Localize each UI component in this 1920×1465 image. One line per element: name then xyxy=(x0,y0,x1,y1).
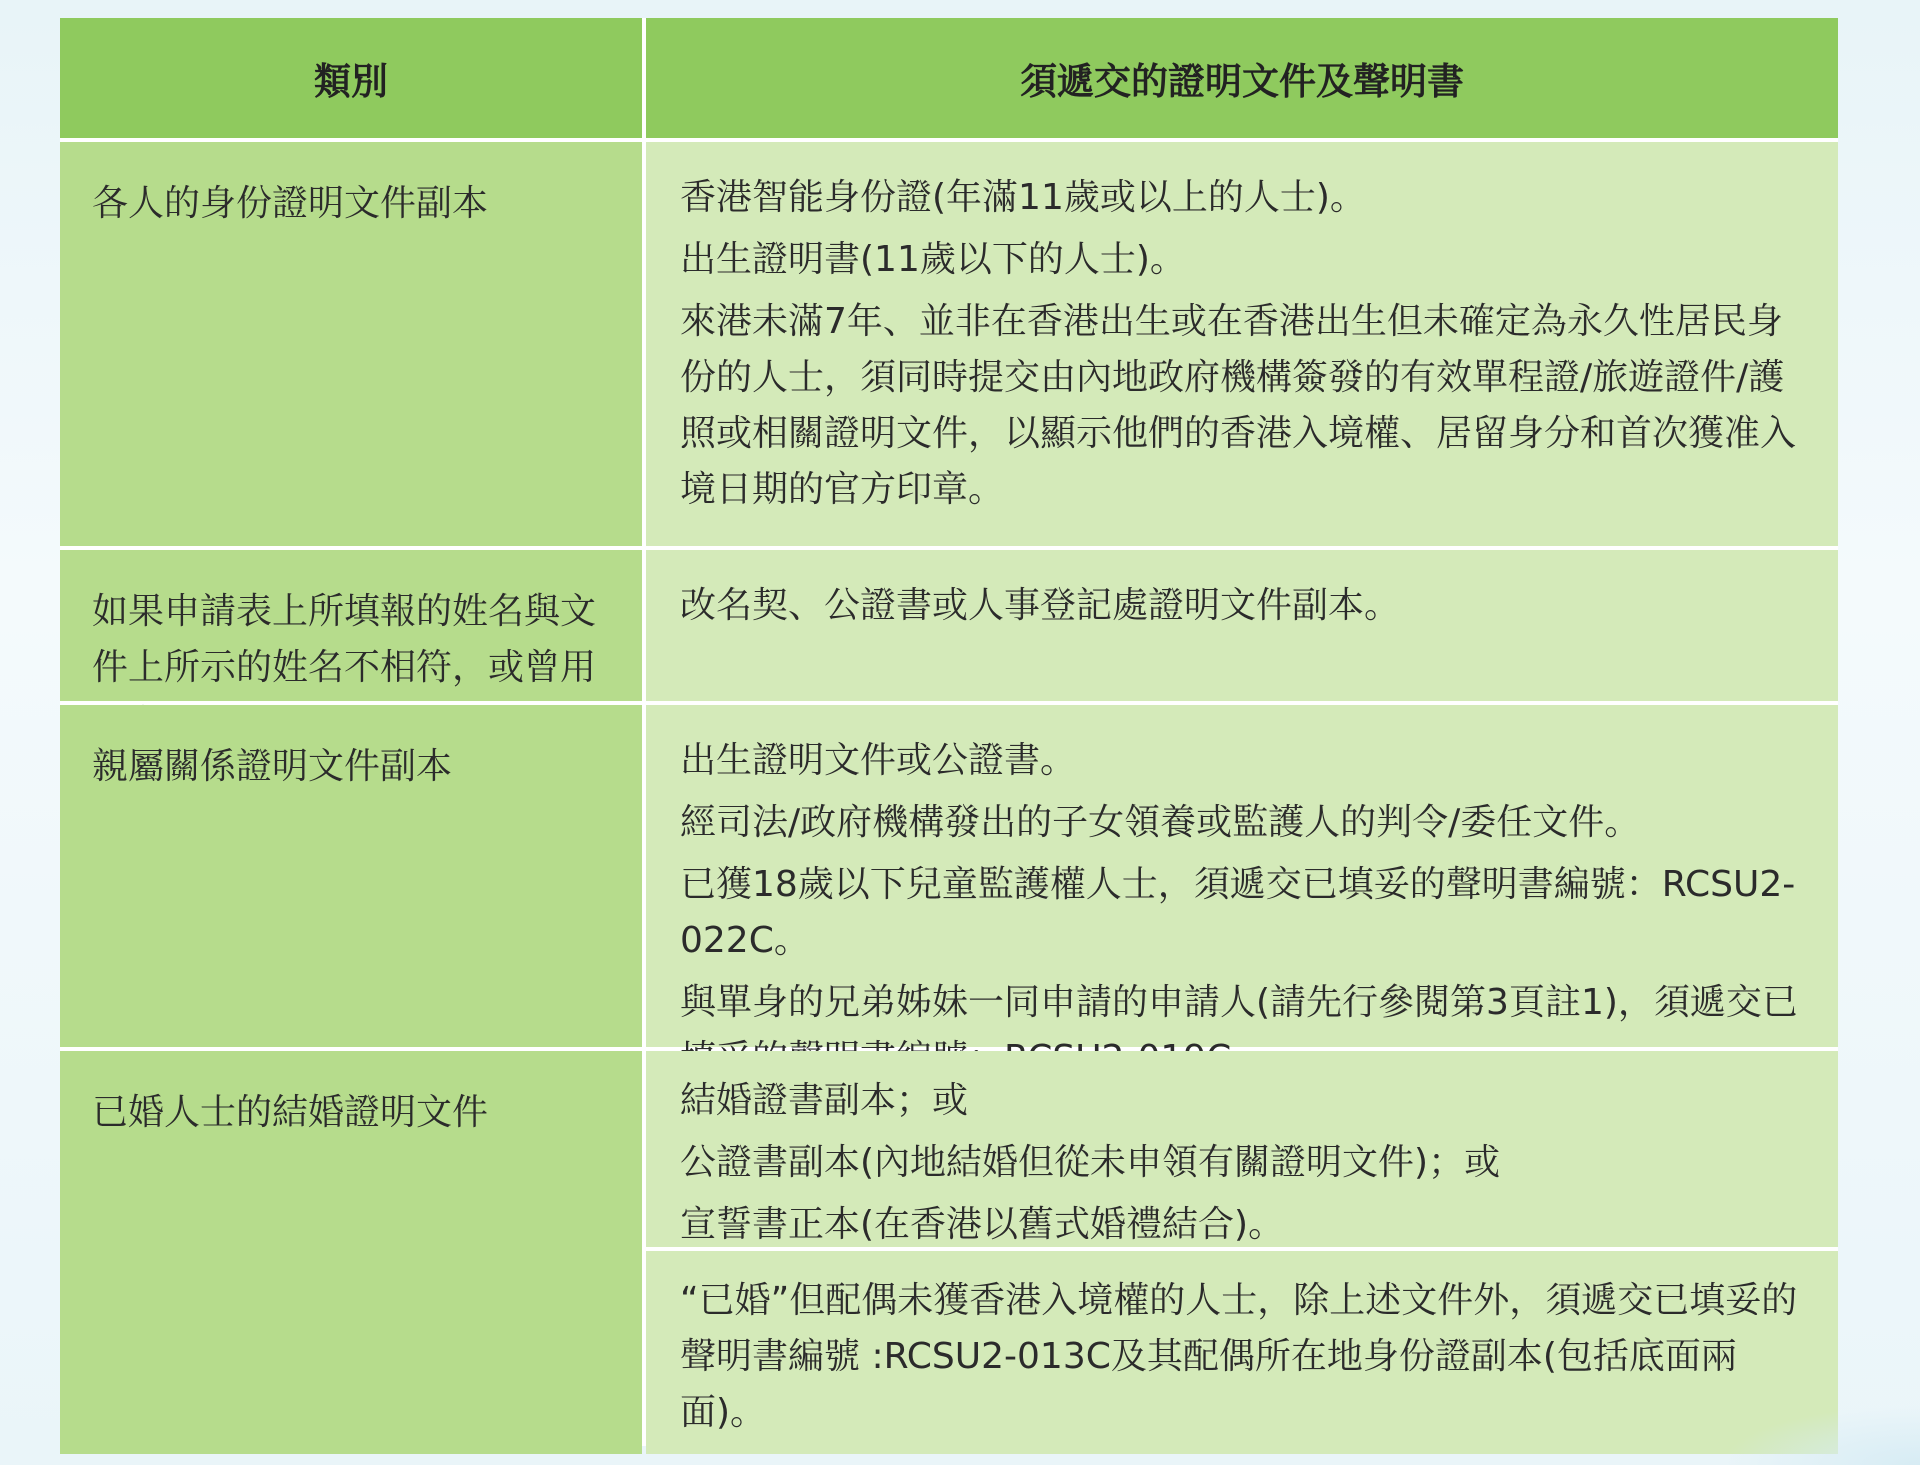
row-relationship-documents xyxy=(646,705,1838,1047)
document-item: 經司法/政府機構發出的子女領養或監護人的判令/委任文件。 xyxy=(680,802,1641,843)
document-item: 宣誓書正本(在香港以舊式婚禮結合)。 xyxy=(680,1204,1285,1245)
row-relationship-category: 親屬關係證明文件副本 xyxy=(60,705,642,1047)
document-item: 來港未滿7年、並非在香港出生或在香港出生但未確定為永久性居民身份的人士，須同時提交由內地政府機構簽發的有效單程證/旅遊證件/護照或相關證明文件，以顯示他們的香港入境權、居留身分和首次獲准入境日期的官方印章。 xyxy=(680,301,1797,510)
row-identity-documents xyxy=(646,142,1838,546)
row-identity-category: 各人的身份證明文件副本 xyxy=(60,142,642,546)
row-marriage-category: 已婚人士的結婚證明文件 xyxy=(60,1051,642,1454)
document-item: 出生證明文件或公證書。 xyxy=(680,740,1077,781)
document-item: 香港智能身份證(年滿11歲或以上的人士)。 xyxy=(680,177,1366,218)
document-item: 出生證明書(11歲以下的人士)。 xyxy=(680,239,1186,280)
row-name-mismatch-documents xyxy=(646,550,1838,701)
row-marriage-documents xyxy=(646,1051,1838,1454)
row-name-mismatch-category: 如果申請表上所填報的姓名與文件上所示的姓名不相符，或曾用 xyxy=(60,550,642,701)
document-item: 已獲18歲以下兒童監護權人士，須遞交已填妥的聲明書編號：RCSU2-022C。 xyxy=(680,864,1796,961)
marriage-documents-part-a xyxy=(646,1051,1838,1247)
header-documents: 須遞交的證明文件及聲明書 xyxy=(646,18,1838,138)
marriage-documents-part-b xyxy=(646,1251,1838,1454)
document-item: “已婚”但配偶未獲香港入境權的人士，除上述文件外，須遞交已填妥的聲明書編號 :RCSU2-013C及其配偶所在地身份證副本(包括底面兩面)。 xyxy=(680,1280,1798,1433)
requirements-table xyxy=(60,18,1838,1446)
decorative-glow xyxy=(1720,1405,1920,1465)
document-item: 結婚證書副本；或 xyxy=(680,1080,969,1121)
document-item: 改名契、公證書或人事登記處證明文件副本。 xyxy=(680,585,1401,626)
document-item: 與單身的兄弟姊妹一同申請的申請人(請先行參閱第3頁註1)，須遞交已 xyxy=(680,982,1798,1023)
header-category: 類別 xyxy=(60,18,642,138)
document-item: 公證書副本(內地結婚但從未申領有關證明文件)；或 xyxy=(680,1142,1501,1183)
